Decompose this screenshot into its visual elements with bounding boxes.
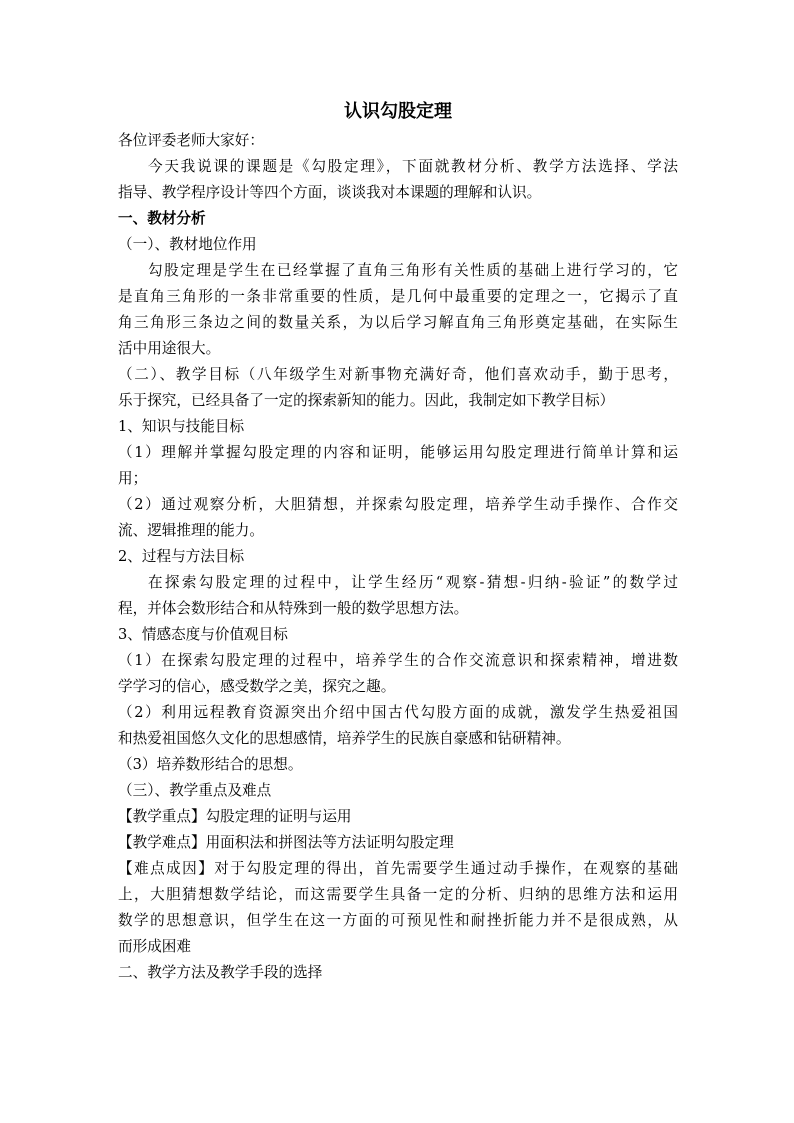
document-page [118,96,678,986]
list-item-line: （1）在探索勾股定理的过程中，培养学生的合作交流意识和探索精神，增进数 [118,652,678,669]
paragraph-line: 勾股定理是学生在已经掌握了直角三角形有关性质的基础上进行学习的，它 [148,262,678,279]
paragraph-line: 在探索勾股定理的过程中，让学生经历“观察-猜想-归纳-验证”的数学过 [148,574,678,591]
list-item-line: （1）理解并掌握勾股定理的内容和证明，能够运用勾股定理进行简单计算和运 [118,444,678,461]
paragraph-line: 是直角三角形的一条非常重要的性质，是几何中最重要的定理之一，它揭示了直 [118,288,678,305]
subsection-heading-key-points: （三）、教学重点及难点 [118,782,272,799]
paragraph-line: 乐于探究，已经具备了一定的探索新知的能力。因此，我制定如下教学目标） [118,392,615,409]
goal-heading-knowledge: 1、知识与技能目标 [118,418,245,435]
list-item-line: （2）通过观察分析，大胆猜想，并探索勾股定理，培养学生动手操作、合作交 [118,496,678,513]
difficulty-cause-line: 【难点成因】对于勾股定理的得出，首先需要学生通过动手操作，在观察的基础 [118,860,678,877]
section-heading-textbook-analysis: 一、教材分析 [118,210,206,227]
list-item-line: 学学习的信心，感受数学之美，探究之趣。 [118,678,396,695]
goal-heading-process: 2、过程与方法目标 [118,548,245,565]
key-point-line: 【教学重点】勾股定理的证明与运用 [118,808,352,825]
subsection-heading-goals: （二）、教学目标（八年级学生对新事物充满好奇，他们喜欢动手，勤于思考， [118,366,678,383]
list-item-line: 用； [118,470,148,487]
goal-heading-emotion: 3、情感态度与价值观目标 [118,626,288,643]
paragraph-line: 活中用途很大。 [118,340,221,357]
section-heading-methods: 二、教学方法及教学手段的选择 [118,964,323,981]
list-item-line: （3）培养数形结合的思想。 [118,756,303,773]
list-item-line: 和热爱祖国悠久文化的思想感情，培养学生的民族自豪感和钻研精神。 [118,730,571,747]
paragraph-line: 而形成困难 [118,938,191,955]
greeting: 各位评委老师大家好： [118,132,264,149]
document-title: 认识勾股定理 [344,101,452,122]
subsection-heading-role: （一）、教材地位作用 [118,236,257,253]
intro-line-1: 今天我说课的课题是《勾股定理》，下面就教材分析、教学方法选择、学法 [148,158,678,175]
difficulty-line: 【教学难点】用面积法和拼图法等方法证明勾股定理 [118,834,454,851]
intro-line-2: 指导、教学程序设计等四个方面，谈谈我对本课题的理解和认识。 [118,184,542,201]
paragraph-line: 程，并体会数形结合和从特殊到一般的数学思想方法。 [118,600,469,617]
paragraph-line: 上，大胆猜想数学结论，而这需要学生具备一定的分析、归纳的思维方法和运用 [118,886,678,903]
paragraph-line: 数学的思想意识，但学生在这一方面的可预见性和耐挫折能力并不是很成熟，从 [118,912,678,929]
list-item-line: 流、逻辑推理的能力。 [118,522,264,539]
list-item-line: （2）利用远程教育资源突出介绍中国古代勾股方面的成就，激发学生热爱祖国 [118,704,678,721]
paragraph-line: 角三角形三条边之间的数量关系，为以后学习解直角三角形奠定基础，在实际生 [118,314,678,331]
